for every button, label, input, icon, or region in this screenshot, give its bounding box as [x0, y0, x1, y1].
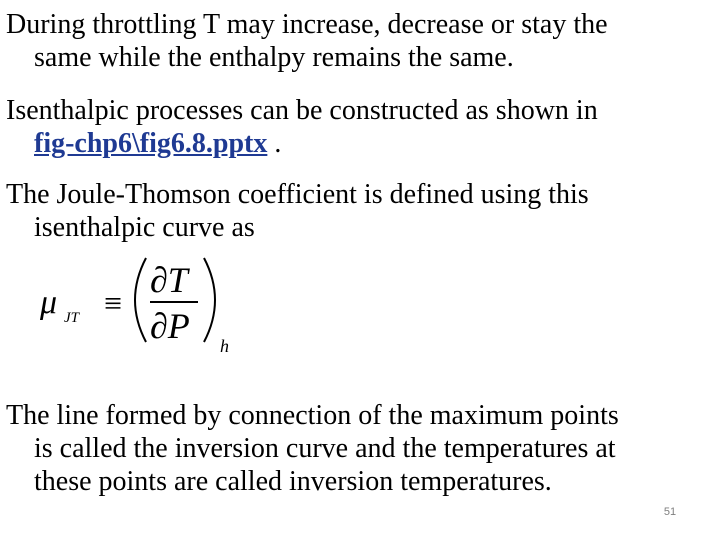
figure-file-link[interactable]: fig-chp6\fig6.8.pptx [34, 128, 268, 159]
formula-mu-subscript: JT [64, 310, 79, 326]
formula-numerator: ∂T [150, 260, 188, 300]
paragraph-isenthalpic [6, 94, 712, 160]
paragraph-throttling [6, 8, 712, 74]
paragraph-line: is called the inversion curve and the temperatures at [34, 433, 616, 464]
paragraph-line: these points are called inversion temperatures. [34, 466, 552, 497]
formula-denominator: ∂P [150, 306, 190, 346]
formula-right-paren [204, 258, 215, 342]
paragraph-line: same while the enthalpy remains the same. [34, 42, 514, 73]
paragraph-line: The line formed by connection of the maximum points [6, 400, 619, 431]
paragraph-joule-thomson [6, 178, 712, 244]
link-trailing-text: . [267, 128, 282, 159]
paragraph-line: isenthalpic curve as [34, 212, 255, 243]
slide-number: 51 [663, 506, 677, 518]
formula-subscript-h: h [220, 336, 229, 356]
paragraph-line: The Joule-Thomson coefficient is defined using this [6, 179, 589, 210]
paragraph-line-with-link [6, 127, 712, 160]
formula-left-paren [135, 258, 146, 342]
formula-graphic [36, 250, 256, 370]
paragraph-line: During throttling T may increase, decrease or stay the [6, 9, 608, 40]
paragraph-inversion-curve [6, 399, 712, 498]
joule-thomson-formula [36, 250, 256, 370]
formula-mu: μ [40, 284, 58, 321]
formula-equiv: ≡ [104, 285, 123, 321]
paragraph-line: Isenthalpic processes can be constructed as shown in [6, 95, 598, 126]
